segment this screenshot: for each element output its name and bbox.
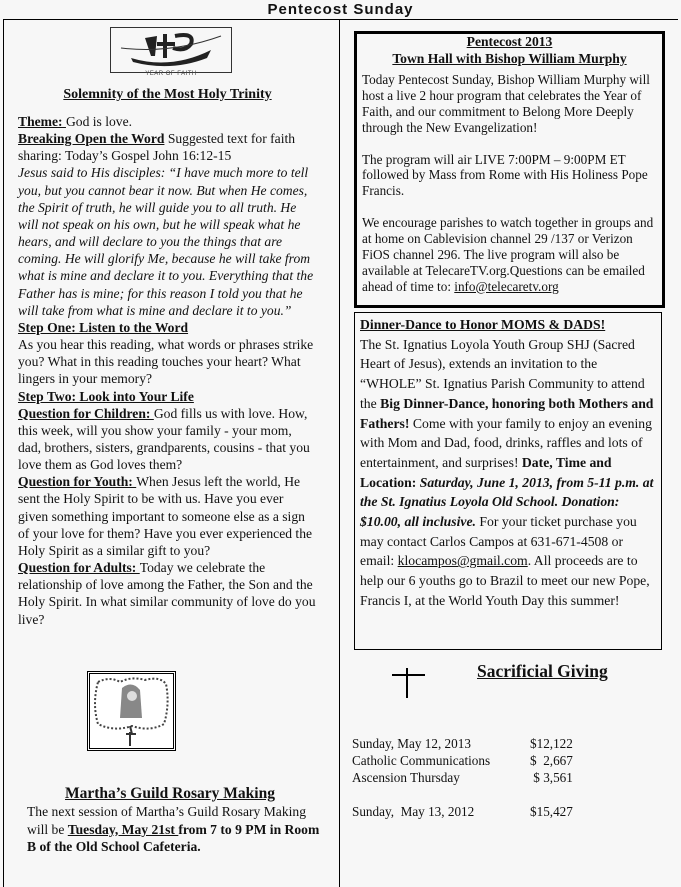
giving-label: Ascension Thursday	[352, 770, 460, 785]
sacrificial-giving-title: Sacrificial Giving	[477, 661, 608, 681]
giving-row	[352, 735, 590, 752]
dinner-b1: Big Dinner-Dance, honoring both Mothers and Fathers!	[360, 395, 654, 431]
dinner-t3: For your ticket purchase you may contact Carlos Campos at 631-671-4508 or email:	[360, 514, 637, 569]
rosary-mary-icon	[90, 674, 173, 748]
telecare-email-link[interactable]: info@telecaretv.org	[454, 278, 559, 294]
children-label: Question for Children:	[18, 405, 154, 421]
town-hall-title-1: Pentecost 2013	[466, 34, 553, 49]
martha-guild-title: Martha’s Guild Rosary Making	[65, 785, 275, 802]
martha-text-a: The next session of Martha’s Guild Rosary Making will be	[27, 804, 307, 837]
giving-row	[352, 752, 590, 769]
giving-label: Sunday, May 13, 2012	[352, 804, 475, 819]
campos-email-link[interactable]: klocampos@gmail.com	[397, 553, 528, 569]
children-text: God fills us with love. How, this week, will you show your family - your mom, dad, brothers, sisters, grandparents, cousins - that you love them as God loves them?	[18, 405, 310, 473]
youth-label: Question for Youth:	[18, 474, 137, 490]
giving-amount: $15,427	[530, 804, 573, 819]
logo-frame	[110, 27, 232, 73]
boat-cross-icon	[111, 28, 231, 72]
dinner-details: Saturday, June 1, 2013, from 5-11 p.m. at the St. Ignatius Loyola Old School. Donation: $10.00, all inclusive.	[360, 474, 654, 530]
rosary-image	[87, 671, 176, 751]
step-one-text: As you hear this reading, what words or phrases strike you? What in this reading touches your heart? What lingers in your memory?	[18, 337, 314, 387]
town-hall-title-2: Town Hall with Bishop William Murphy	[392, 50, 627, 66]
giving-label: Sunday, May 12, 2013	[352, 736, 471, 751]
theme-label: Theme:	[18, 114, 66, 129]
breaking-label: Breaking Open the Word	[18, 131, 165, 147]
town-hall-p3: We encourage parishes to watch together in groups and at home on Cablevision channel 29 /137 or Verizon FiOS channel 296. The live program will also be available at TelecareTV.org.Questions can be emailed ahead of time to:	[362, 215, 654, 294]
left-border	[3, 19, 4, 887]
header-divider	[3, 19, 678, 20]
column-divider	[339, 19, 340, 887]
giving-amount: $ 3,561	[530, 770, 573, 785]
breaking-text: Suggested text for faith sharing: Today’s Gospel John 16:12-15	[18, 131, 296, 164]
scripture-text: Jesus said to His disciples: “I have much more to tell you, but you cannot bear it now. But when He comes, the Spirit of truth, he will guide you to all truth. He will not speak on his own, but he will speak what he hears, and will declare to you the things that are coming. He will glorify Me, because he will take from what is mine and declare it to you. Everything that the Father has is mine; for this reason I told you that he will take from what is mine and declare it to you.”	[18, 165, 314, 318]
dinner-dance-box	[354, 312, 662, 650]
reflection-block	[18, 113, 316, 628]
giving-label: Catholic Communications	[352, 753, 491, 768]
youth-text: When Jesus left the world, He sent the Holy Spirit to be with us. Have you ever given something important to someone else as a sign of your love for them? Have you ever experienced the Holy Spirit as a similar gift to you?	[18, 474, 313, 558]
adults-text: Today we celebrate the relationship of love among the Father, the Son and the Holy Spirit. In what similar community of love do you live?	[18, 560, 316, 627]
step-two-label: Step Two: Look into Your Life	[18, 388, 194, 404]
dinner-t1: The St. Ignatius Loyola Youth Group SHJ (Sacred Heart of Jesus), extends an invitation to the “WHOLE” St. Ignatius Parish Community to attend the	[360, 336, 645, 411]
dinner-t4: . All proceeds are to help our 6 youths go to Brazil to meet our new Pope, Francis I, at the World Youth Day this summer!	[360, 553, 650, 608]
town-hall-box	[354, 31, 665, 308]
town-hall-p1: Today Pentecost Sunday, Bishop William Murphy will host a live 2 hour program that celebrates the Year of Faith, and our commitment to Belong More Deeply through the New Evangelization!	[362, 72, 650, 135]
cross-icon	[392, 668, 425, 698]
martha-guild-text	[27, 803, 327, 856]
dinner-t2: Come with your family to enjoy an evening with Mom and Dad, food, drinks, raffles and lots of entertainment, and surprises!	[360, 415, 652, 470]
section-title-trinity: Solemnity of the Most Holy Trinity	[63, 87, 272, 102]
giving-table	[352, 735, 590, 820]
giving-amount: $ 2,667	[530, 753, 573, 768]
giving-row	[352, 803, 590, 820]
giving-amount: $12,122	[530, 736, 573, 751]
dinner-dance-title: Dinner-Dance to Honor MOMS & DADS!	[360, 317, 606, 332]
theme-text: God is love.	[65, 114, 133, 129]
page-title: Pentecost Sunday	[267, 1, 414, 18]
adults-label: Question for Adults:	[18, 560, 140, 576]
step-one-label: Step One: Listen to the Word	[18, 319, 189, 335]
giving-row	[352, 769, 590, 786]
martha-text-b: from 7 to 9 PM in Room B of the Old School Cafeteria.	[27, 821, 320, 854]
year-of-faith-logo	[110, 27, 232, 81]
town-hall-p2: The program will air LIVE 7:00PM – 9:00PM ET followed by Mass from Rome with His Holiness Pope Francis.	[362, 151, 648, 199]
martha-date: Tuesday, May 21st	[67, 821, 179, 837]
logo-caption: YEAR OF FAITH	[145, 71, 197, 77]
dinner-b2: Date, Time and Location:	[360, 454, 612, 490]
